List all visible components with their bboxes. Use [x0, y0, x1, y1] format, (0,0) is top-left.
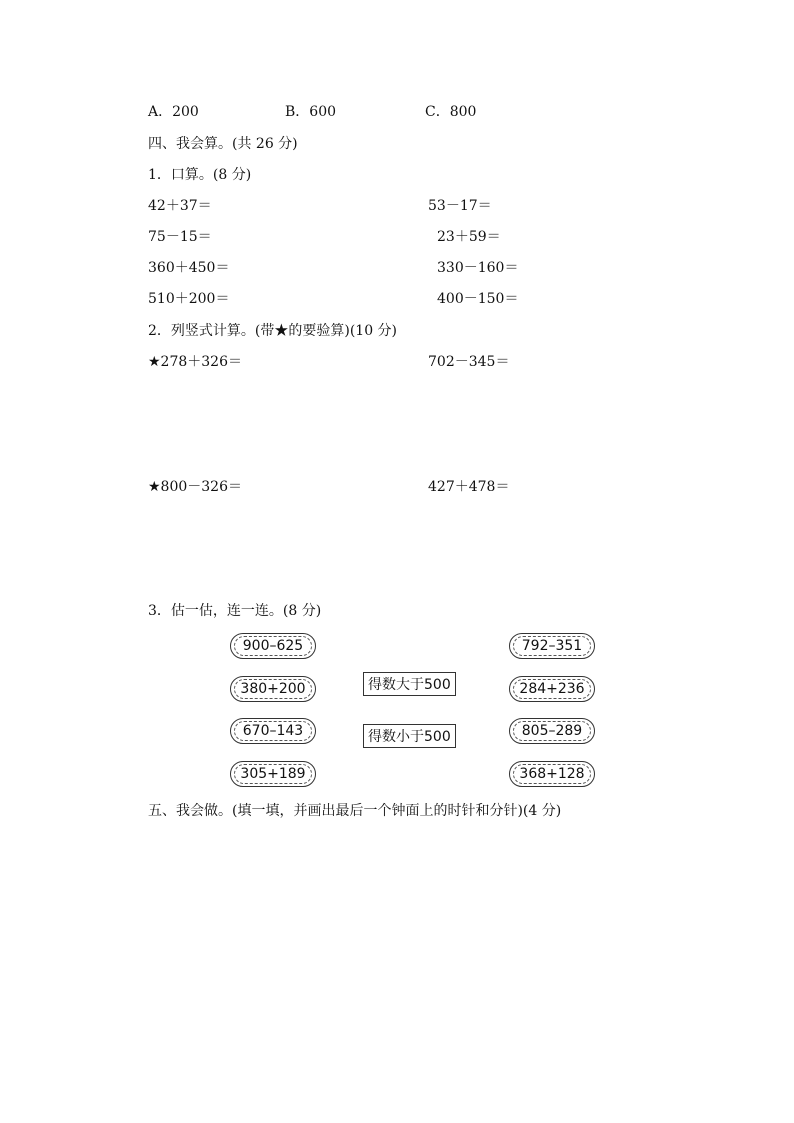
- oral-calc-item: 53－17＝: [428, 198, 492, 214]
- q1-title: 1．口算。(8 分): [148, 167, 252, 183]
- expression-cloud[interactable]: 284+236: [509, 676, 595, 702]
- q2-title: 2．列竖式计算。(带★的要验算)(10 分): [148, 323, 398, 339]
- result-greater-box[interactable]: 得数大于500: [363, 672, 456, 696]
- expression-cloud[interactable]: 792–351: [509, 633, 595, 659]
- oral-calc-item: 23＋59＝: [437, 229, 501, 245]
- oral-calc-item: 42＋37＝: [148, 198, 212, 214]
- expression-cloud[interactable]: 380+200: [230, 676, 316, 702]
- vertical-calc-item: ★800－326＝: [148, 479, 242, 495]
- q3-title: 3．估一估，连一连。(8 分): [148, 603, 322, 619]
- vertical-calc-item: 702－345＝: [428, 354, 510, 370]
- oral-calc-item: 360＋450＝: [148, 260, 230, 276]
- section-5-title: 五、我会做。(填一填，并画出最后一个钟面上的时针和分针)(4 分): [148, 803, 562, 819]
- vertical-calc-item: ★278＋326＝: [148, 354, 242, 370]
- section-4-title: 四、我会算。(共 26 分): [148, 136, 298, 152]
- oral-calc-item: 75－15＝: [148, 229, 212, 245]
- oral-calc-item: 510＋200＝: [148, 291, 230, 307]
- expression-cloud[interactable]: 305+189: [230, 761, 316, 787]
- oral-calc-item: 400－150＝: [437, 291, 519, 307]
- option-b: B．600: [285, 104, 337, 120]
- expression-cloud[interactable]: 368+128: [509, 761, 595, 787]
- oral-calc-item: 330－160＝: [437, 260, 519, 276]
- expression-cloud[interactable]: 670–143: [230, 718, 316, 744]
- expression-cloud[interactable]: 805–289: [509, 718, 595, 744]
- result-less-box[interactable]: 得数小于500: [363, 724, 456, 748]
- option-c: C．800: [425, 104, 477, 120]
- expression-cloud[interactable]: 900–625: [230, 633, 316, 659]
- vertical-calc-item: 427＋478＝: [428, 479, 510, 495]
- option-a: A．200: [148, 104, 199, 120]
